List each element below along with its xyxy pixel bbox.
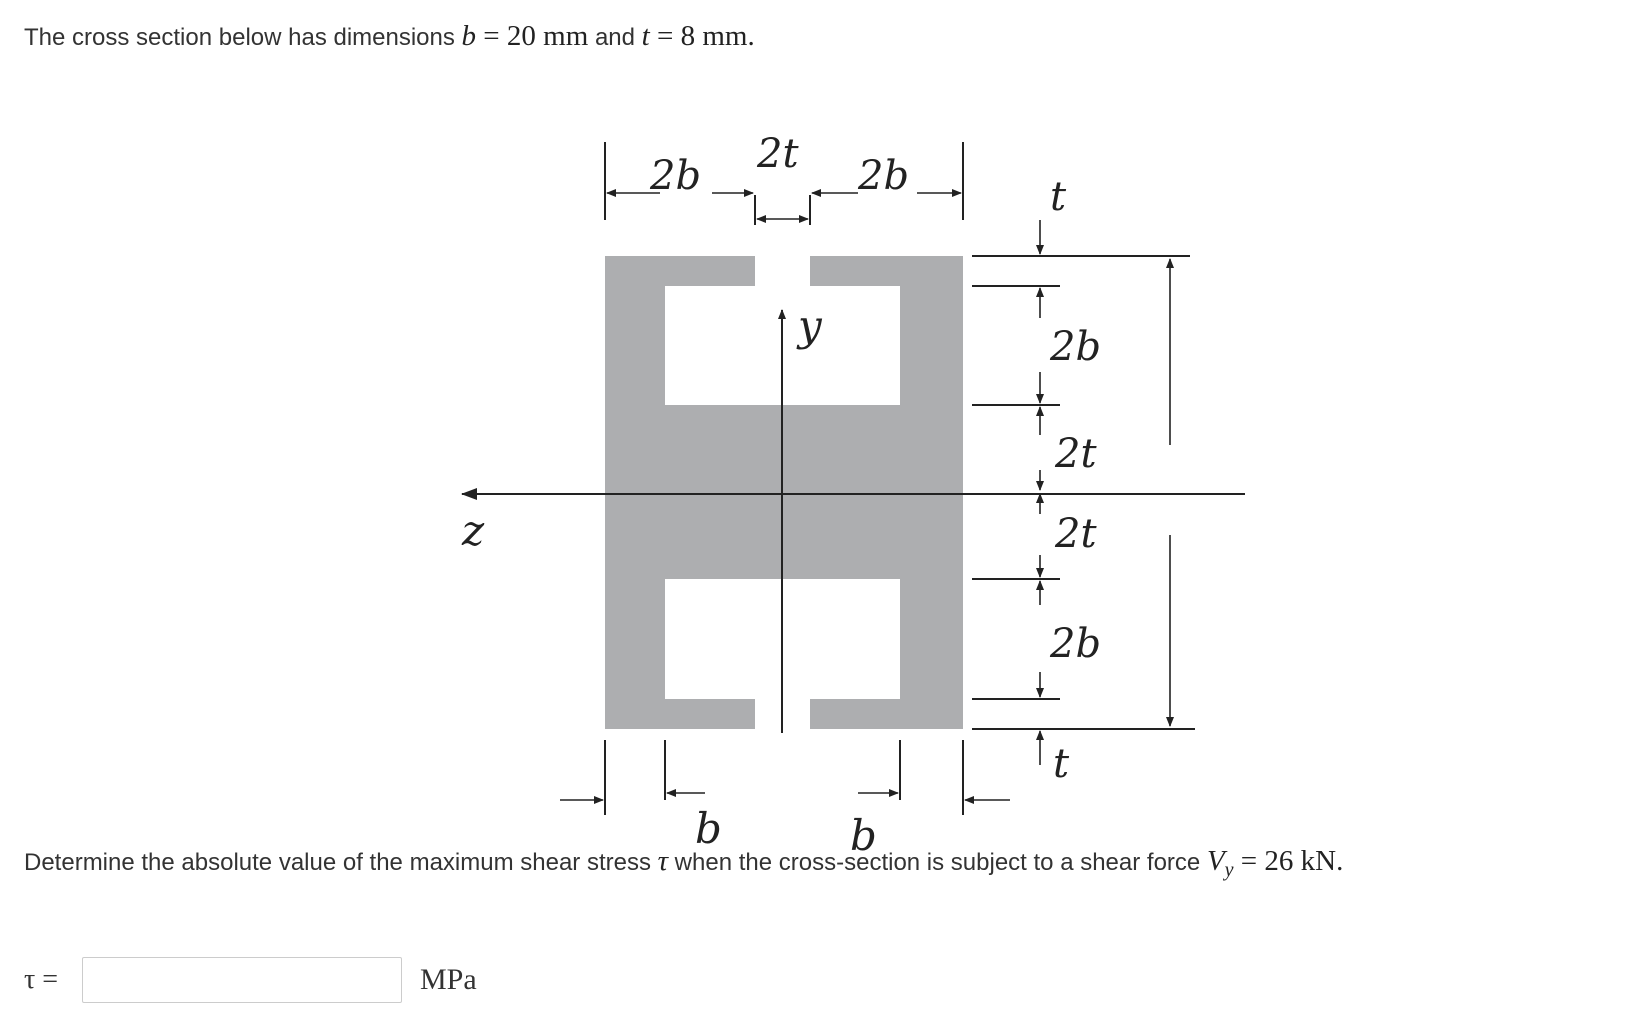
- answer-input[interactable]: [82, 957, 402, 1003]
- question-prompt: Determine the absolute value of the maximum shear stress τ when the cross-section is subject to a shear force $V_y = 26$ kN.: [24, 845, 1344, 881]
- answer-unit: MPa: [420, 963, 477, 996]
- t-symbol: t: [641, 20, 650, 52]
- label-top-right-2b: 2b: [858, 153, 910, 199]
- label-axis-y: y: [798, 301, 822, 350]
- b-symbol: b: [461, 20, 477, 52]
- t-value: = 8 mm.: [649, 20, 755, 52]
- label-right-2t-upper: 2t: [1055, 431, 1097, 477]
- question-intro: The cross section below has dimensions b = 20 mm and t = 8 mm.: [24, 20, 755, 52]
- force-symbol: V: [1206, 845, 1225, 877]
- label-right-t-top: t: [1050, 174, 1067, 220]
- answer-row: [24, 955, 477, 1005]
- label-right-t-bottom: t: [1053, 741, 1070, 787]
- label-bottom-b-left: b: [695, 804, 722, 853]
- label-right-2b-lower: 2b: [1050, 621, 1102, 667]
- label-top-left-2b: 2b: [650, 153, 702, 199]
- tau-symbol: τ: [657, 845, 669, 877]
- label-bottom-b-right: b: [850, 811, 877, 860]
- label-axis-z: z: [462, 506, 485, 555]
- label-right-2t-lower: 2t: [1055, 511, 1097, 557]
- force-subscript: y: [1224, 858, 1234, 881]
- b-value: = 20 mm: [476, 20, 589, 52]
- label-top-2t: 2t: [757, 131, 799, 177]
- answer-label: τ =: [24, 964, 59, 995]
- label-right-2b-upper: 2b: [1050, 324, 1102, 370]
- force-value: = 26 kN.: [1233, 845, 1344, 877]
- cross-section-shape: [605, 256, 963, 729]
